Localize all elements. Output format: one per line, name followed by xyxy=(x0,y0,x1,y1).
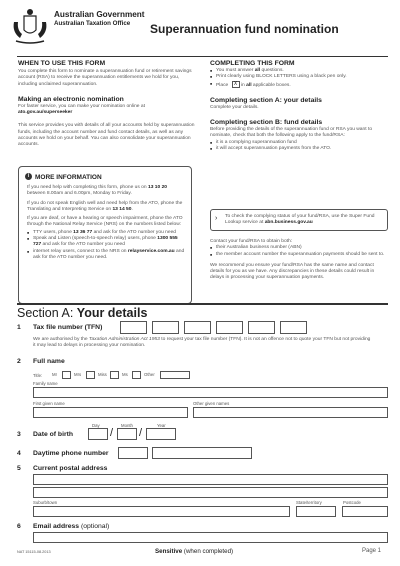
tfn-input[interactable] xyxy=(120,321,320,334)
tfn-privacy-note: We are authorised by the Taxation Administration Act 1953 to request your tax file number (TFN). It is not an offence not to quote your TFN but not providing it may lead to delays in processing your nomination. xyxy=(33,337,371,349)
nrs-list xyxy=(27,230,185,261)
header-divider xyxy=(17,56,388,57)
contact-fund-block xyxy=(210,239,388,282)
dob-day-field[interactable] xyxy=(88,428,108,440)
family-name-label: Family name xyxy=(33,381,58,386)
recommend-text: We recommend you ensure your fund/RSA has the same name and contact details for you as we have. Any discrepancies in these details could result in delays in processing your superannuation payments. xyxy=(210,262,375,281)
more-info-help: If you need help with completing this form, phone us on 13 10 20 between 8.00am and 6.00pm, Monday to Friday. xyxy=(27,185,168,197)
fund-requirements-list xyxy=(210,140,388,153)
service-text: This service provides you with details of all your accounts held by superannuation funds, including the account number and fund contact details, as well as any accounts we hold on your behalf. You can also consolidate your superannuation accounts. xyxy=(18,123,195,148)
list-item: ■ Print clearly using BLOCK LETTERS using a black pen only. xyxy=(210,74,388,80)
other-names-field[interactable] xyxy=(193,407,388,418)
list-item: ■ You must answer all questions. xyxy=(210,68,388,74)
more-info-translating: If you do not speak English well and need help from the ATO, phone the Translating and Interpreting Service on 13 14 50. xyxy=(27,200,183,212)
sensitivity-label: Sensitive (when completed) xyxy=(155,548,234,555)
title-ms-checkbox[interactable] xyxy=(132,371,141,379)
date-separator: / xyxy=(110,427,114,439)
phone-area-code-field[interactable] xyxy=(118,447,148,459)
list-item: ■ TTY users, phone 13 36 77 and ask for the ATO number you need xyxy=(27,230,185,236)
suburb-label: Suburb/town xyxy=(33,500,58,505)
section-a-divider xyxy=(17,303,388,305)
abn-lookup-link[interactable]: abn.business.gov.au xyxy=(264,220,313,226)
title-miss-checkbox[interactable] xyxy=(110,371,119,379)
email-field[interactable] xyxy=(33,532,388,543)
list-item: ■ Speak and Listen (speech-to-speech relay) users, phone 1300 555 727 and ask for the ATO number you need xyxy=(27,236,185,249)
title-mr-checkbox[interactable] xyxy=(62,371,71,379)
completing-heading: COMPLETING THIS FORM xyxy=(210,60,295,67)
completing-list xyxy=(210,68,388,89)
postcode-label: Postcode xyxy=(343,500,361,505)
state-label: State/territory xyxy=(296,500,322,505)
email-label: Email address (optional) xyxy=(33,523,110,530)
government-name: Australian Government xyxy=(54,10,145,19)
dob-month-field[interactable] xyxy=(117,428,137,440)
arrow-right-icon: › xyxy=(215,215,218,222)
list-item: ■ Place X in all applicable boxes. xyxy=(210,81,388,89)
title-mrs-label: Mrs xyxy=(74,372,82,377)
info-icon: i xyxy=(25,173,32,180)
suburb-field[interactable] xyxy=(33,506,290,517)
dob-label: Date of birth xyxy=(33,431,74,438)
dob-day-label: Day xyxy=(92,423,100,428)
section-b-guide-heading: Completing section B: fund details xyxy=(210,118,323,126)
tfn-digits-5[interactable] xyxy=(248,321,275,334)
right-column xyxy=(210,60,388,152)
section-b-guide-text: Before providing the details of the superannuation fund or RSA you want to nominate, check that both the following apply to the fund/RSA: xyxy=(210,126,373,139)
section-a-guide-text: Complete your details. xyxy=(210,104,259,110)
electronic-heading: Making an electronic nomination xyxy=(18,95,124,103)
list-item: ■ it is a complying superannuation fund xyxy=(210,140,388,146)
phone-label: Daytime phone number xyxy=(33,450,109,457)
full-name-label: Full name xyxy=(33,358,65,365)
list-item: ■ it will accept superannuation payments from the ATO. xyxy=(210,146,388,152)
section-a-heading: Section A: Your details xyxy=(17,306,148,320)
title-other-field[interactable] xyxy=(160,371,190,379)
dob-month-label: Month xyxy=(121,423,133,428)
example-x-box: X xyxy=(232,81,240,88)
question-number: 2 xyxy=(17,358,21,365)
coat-of-arms-icon xyxy=(10,8,50,46)
title-options xyxy=(52,371,252,380)
phone-number-field[interactable] xyxy=(152,447,252,459)
when-heading: WHEN TO USE THIS FORM xyxy=(18,60,106,67)
fund-lookup-text: To check the complying status of your fund/RSA, use the Super Fund Lookup service at abn.business.gov.au xyxy=(225,214,375,226)
section-a-guide-heading: Completing section A: your details xyxy=(210,96,322,104)
list-item: ■ the member account number the superannuation payments should be sent to. xyxy=(210,252,388,258)
dob-year-field[interactable] xyxy=(146,428,176,440)
page-number: Page 1 xyxy=(362,548,382,554)
more-info-heading: MORE INFORMATION xyxy=(35,174,102,181)
question-number: 1 xyxy=(17,324,21,331)
title-label: Title: xyxy=(33,373,43,378)
question-number: 4 xyxy=(17,450,21,457)
contact-list xyxy=(210,245,388,258)
tfn-digits-6[interactable] xyxy=(280,321,307,334)
title-mrs-checkbox[interactable] xyxy=(86,371,95,379)
state-field[interactable] xyxy=(296,506,336,517)
left-column xyxy=(18,60,196,149)
title-miss-label: Miss xyxy=(98,372,107,377)
electronic-text: For faster service, you can make your nomination online at xyxy=(18,103,145,109)
question-number: 3 xyxy=(17,431,21,438)
title-mr-label: Mr xyxy=(52,372,58,377)
list-item: ■ internet relay users, connect to the NRS on relayservice.com.au and ask for the ATO number you need. xyxy=(27,249,185,262)
first-name-label: First given name xyxy=(33,401,65,406)
other-names-label: Other given names xyxy=(193,401,230,406)
title-other-label: Other xyxy=(144,372,155,377)
question-number: 6 xyxy=(17,523,21,530)
postcode-field[interactable] xyxy=(342,506,388,517)
tfn-digits-3[interactable] xyxy=(184,321,211,334)
tfn-digits-4[interactable] xyxy=(216,321,243,334)
form-title: Superannuation fund nomination xyxy=(150,22,339,36)
contact-text: Contact your fund/RSA to obtain both: xyxy=(210,239,293,244)
more-information-box xyxy=(18,166,192,304)
family-name-field[interactable] xyxy=(33,387,388,398)
tfn-label: Tax file number (TFN) xyxy=(33,324,103,331)
address-line-1-field[interactable] xyxy=(33,474,388,485)
postal-address-label: Current postal address xyxy=(33,465,108,472)
tfn-digits-2[interactable] xyxy=(152,321,179,334)
address-line-2-field[interactable] xyxy=(33,487,388,498)
fund-lookup-box xyxy=(210,209,388,231)
more-info-deaf: If you are deaf, or have a hearing or speech impairment, phone the ATO through the National Relay Service (NRS) on the numbers listed below: xyxy=(27,216,183,228)
list-item: ■ their Australian business number (ABN) xyxy=(210,245,388,251)
first-name-field[interactable] xyxy=(33,407,188,418)
dob-year-label: Year xyxy=(157,423,166,428)
agency-name: Australian Taxation Office xyxy=(54,20,131,27)
date-separator: / xyxy=(139,427,143,439)
question-number: 5 xyxy=(17,465,21,472)
superseeker-link[interactable]: ato.gov.au/superseeker xyxy=(18,110,73,116)
tfn-digits-1[interactable] xyxy=(120,321,147,334)
title-ms-label: Ms xyxy=(122,372,128,377)
when-text: You complete this form to nominate a superannuation fund or retirement savings account (RSA) to receive the superannuation entitlements we hold for you, including unclaimed superannuation. xyxy=(18,69,192,87)
form-code: NAT 15115-08.2013 xyxy=(17,550,51,554)
